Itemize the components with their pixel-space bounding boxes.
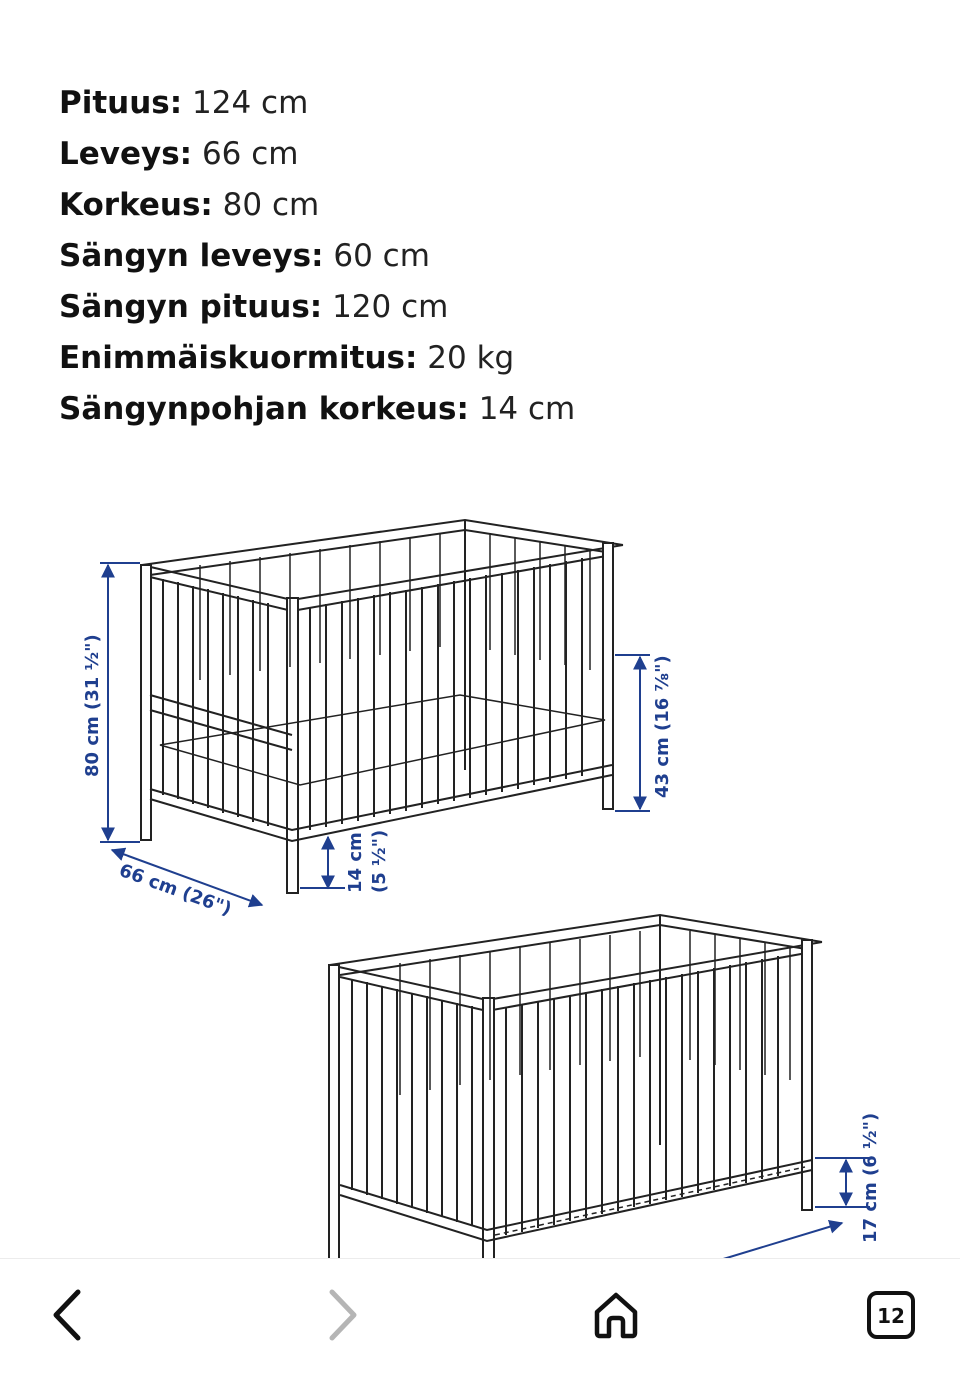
home-button[interactable] [576,1285,656,1345]
forward-button[interactable] [302,1285,382,1345]
crib-high-base-illustration [329,915,822,1260]
back-button[interactable] [28,1285,108,1345]
dimension-side-label: 43 cm (16 ⅞") [652,655,673,798]
dimension-base-high-label: 17 cm (6 ½") [860,1112,881,1243]
spec-row-length: Pituus: 124 cm [59,85,309,121]
dimension-base-low-label: 14 cm [345,832,366,893]
spec-row-height: Korkeus: 80 cm [59,187,320,223]
tabs-button[interactable] [851,1285,931,1345]
specs-list [59,80,575,437]
tabs-icon [865,1289,917,1341]
crib-dimension-drawing [0,495,960,1260]
chevron-left-icon [48,1287,88,1343]
dimension-width-label: 66 cm (26") [116,859,235,921]
spec-row-width: Leveys: 66 cm [59,136,299,172]
dimension-height-label: 80 cm (31 ½") [82,634,103,777]
spec-row-bed-length: Sängyn pituus: 120 cm [59,289,449,325]
chevron-right-icon [322,1287,362,1343]
spec-row-base-height: Sängynpohjan korkeus: 14 cm [59,391,576,427]
tabs-count: 12 [877,1304,905,1328]
dimension-base-low-inches-label: (5 ½") [369,829,390,893]
home-icon [592,1291,640,1339]
browser-bottom-toolbar [0,1258,960,1398]
spec-row-max-load: Enimmäiskuormitus: 20 kg [59,340,515,376]
spec-row-bed-width: Sängyn leveys: 60 cm [59,238,430,274]
